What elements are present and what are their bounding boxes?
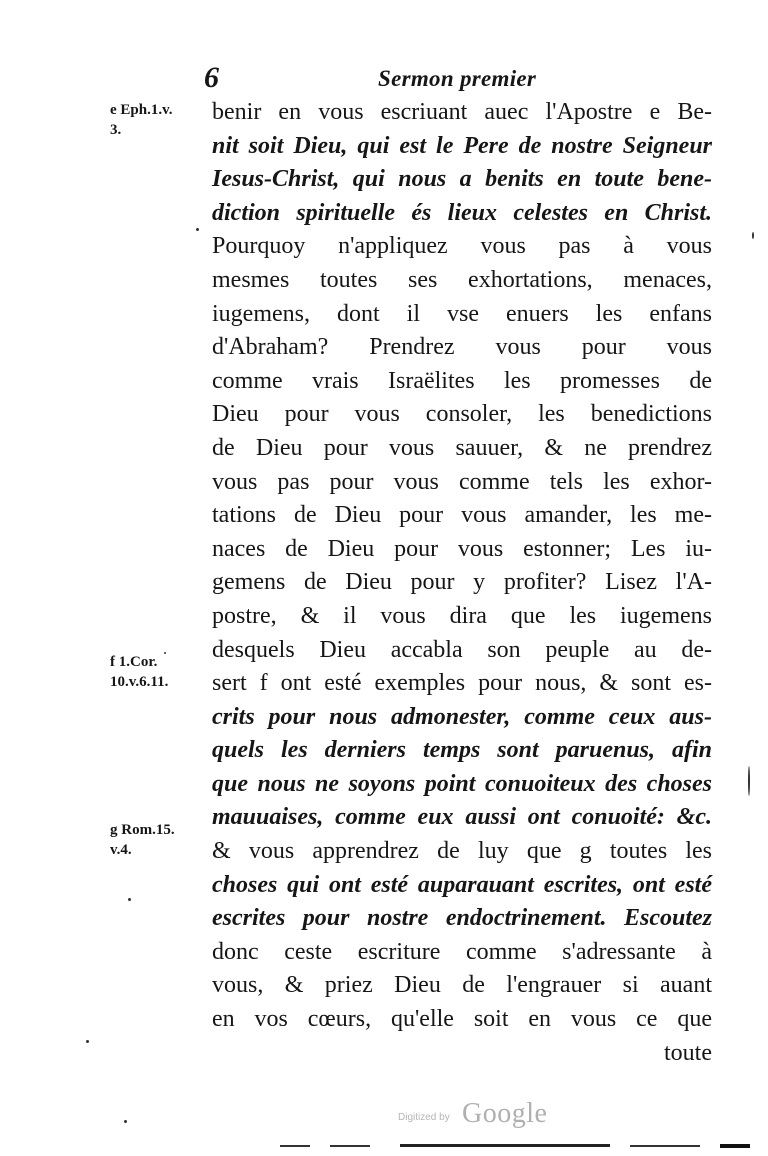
margin-note-line: 3. bbox=[110, 122, 122, 138]
ink-speck bbox=[752, 232, 754, 239]
text-line: Dieu pour vous consoler, les benedictions bbox=[212, 401, 712, 428]
text-line: vous pas pour vous comme tels les exhor- bbox=[212, 468, 712, 495]
text-line: diction spirituelle és lieux celestes en Christ. bbox=[212, 199, 712, 226]
text-line: en vos cœurs, qu'elle soit en vous ce que bbox=[212, 1006, 712, 1033]
text-line: nit soit Dieu, qui est le Pere de nostre Seigneur bbox=[212, 132, 712, 159]
margin-note-eph bbox=[110, 100, 173, 140]
text-line: postre, & il vous dira que les iugemens bbox=[212, 602, 712, 629]
text-line: mauuaises, comme eux aussi ont conuoité: &c. bbox=[212, 804, 712, 831]
body-text bbox=[212, 96, 712, 1070]
text-line: quels les derniers temps sont paruenus, afin bbox=[212, 737, 712, 764]
running-head: Sermon premier bbox=[378, 66, 537, 91]
ink-speck bbox=[164, 652, 166, 654]
text-line: choses qui ont esté auparauant escrites, ont esté bbox=[212, 871, 712, 898]
text-line: mesmes toutes ses exhortations, menaces, bbox=[212, 266, 712, 293]
text-line: d'Abraham? Prendrez vous pour vous bbox=[212, 334, 712, 361]
text-line: crits pour nous admonester, comme ceux aus- bbox=[212, 703, 712, 730]
text-line: benir en vous escriuant auec l'Apostre e Be- bbox=[212, 99, 712, 125]
ink-speck bbox=[124, 1120, 127, 1123]
text-line: desquels Dieu accabla son peuple au de- bbox=[212, 636, 712, 663]
text-line: naces de Dieu pour vous estonner; Les iu- bbox=[212, 535, 712, 562]
text-line: iugemens, dont il vse enuers les enfans bbox=[212, 300, 712, 327]
text-line: donc ceste escriture comme s'adressante à bbox=[212, 938, 712, 965]
text-line: & vous apprendrez de luy que g toutes les bbox=[212, 838, 712, 865]
text-line: sert f ont esté exemples pour nous, & sont es- bbox=[212, 670, 712, 697]
text-line: escrites pour nostre endoctrinement. Escoutez bbox=[212, 905, 712, 932]
text-line: tations de Dieu pour vous amander, les me- bbox=[212, 502, 712, 529]
text-line: que nous ne soyons point conuoiteux des choses bbox=[212, 770, 712, 797]
ink-speck bbox=[86, 1040, 89, 1043]
text-line: gemens de Dieu pour y profiter? Lisez l'A- bbox=[212, 569, 712, 596]
margin-note-line: f 1.Cor. bbox=[110, 654, 158, 670]
text-line: Iesus-Christ, qui nous a benits en toute bene- bbox=[212, 166, 712, 193]
text-line: comme vrais Israëlites les promesses de bbox=[212, 367, 712, 394]
ink-speck bbox=[748, 766, 750, 796]
margin-note-line: 10.v.6.11. bbox=[110, 674, 169, 690]
margin-note-cor bbox=[110, 652, 168, 692]
margin-note-line: v.4. bbox=[110, 842, 132, 858]
margin-note-rom bbox=[110, 820, 175, 860]
digitized-watermark bbox=[398, 1098, 558, 1132]
ink-speck bbox=[196, 228, 199, 231]
watermark-prefix: Digitized by bbox=[398, 1112, 450, 1123]
text-line: Pourquoy n'appliquez vous pas à vous bbox=[212, 233, 712, 260]
bottom-rule-line bbox=[280, 1144, 750, 1148]
text-line: vous, & priez Dieu de l'engrauer si auant bbox=[212, 972, 712, 999]
page-header bbox=[200, 60, 560, 100]
page-number: 6 bbox=[204, 61, 219, 94]
catchword: toute bbox=[664, 1039, 712, 1066]
margin-note-line: g Rom.15. bbox=[110, 822, 175, 838]
google-logo: Google bbox=[462, 1098, 548, 1129]
text-line: de Dieu pour vous sauuer, & ne prendrez bbox=[212, 434, 712, 461]
ink-speck bbox=[128, 898, 131, 901]
margin-note-line: e Eph.1.v. bbox=[110, 102, 173, 118]
